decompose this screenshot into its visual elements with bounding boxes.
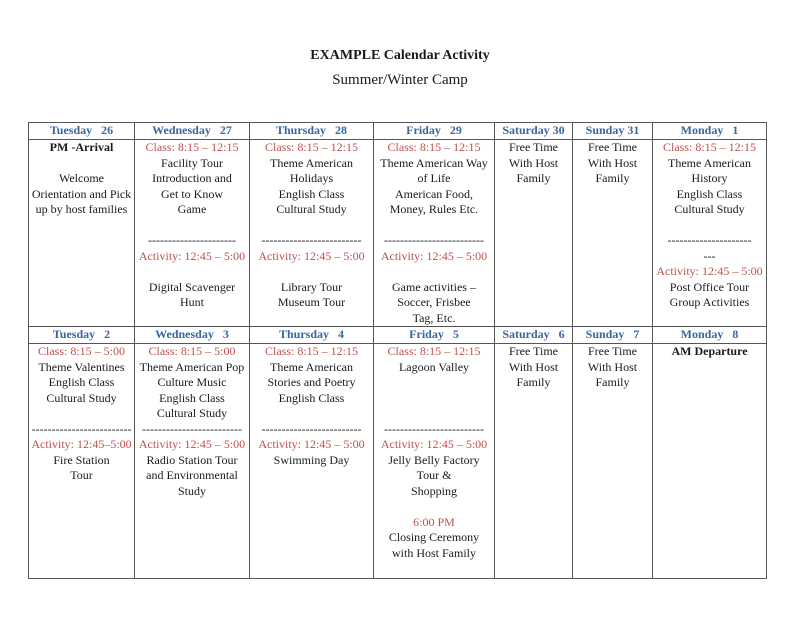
activity-line: Tour bbox=[70, 468, 93, 482]
activity-line: ------------------------- bbox=[261, 421, 362, 436]
activity-line: Theme American bbox=[270, 155, 353, 170]
activity-line: Group Activities bbox=[669, 295, 750, 309]
activity-line: Money, Rules Etc. bbox=[389, 202, 479, 216]
day-cell bbox=[29, 140, 135, 327]
day-cell bbox=[653, 344, 767, 579]
activity-line: Free Time bbox=[508, 344, 558, 358]
activity-line: Theme American bbox=[668, 155, 751, 170]
day-cell bbox=[29, 344, 135, 579]
page-title: EXAMPLE Calendar Activity bbox=[310, 48, 490, 63]
activity-line: With Host bbox=[587, 155, 638, 170]
activity-line bbox=[376, 375, 492, 391]
week-row bbox=[29, 140, 767, 327]
activity-line: Get to Know bbox=[161, 186, 223, 201]
activity-line: Lagoon Valley bbox=[398, 359, 470, 374]
day-header: Wednesday 3 bbox=[135, 327, 250, 344]
schedule-time: Class: 8:15 – 12:15 bbox=[387, 344, 481, 358]
activity-line: Theme American Way bbox=[380, 155, 488, 170]
activity-line: Museum Tour bbox=[277, 295, 346, 309]
activity-line: Hunt bbox=[180, 295, 204, 309]
schedule-time: Class: 8:15 – 5:00 bbox=[37, 344, 125, 358]
activity-line: English Class bbox=[48, 375, 115, 389]
activity-line: Tag, Etc. bbox=[412, 310, 456, 325]
activity-line: With Host bbox=[508, 359, 559, 374]
activity-line bbox=[31, 406, 132, 422]
activity-line: ------------------------- bbox=[31, 421, 132, 436]
activity-line: --------------------- bbox=[667, 233, 752, 247]
day-cell bbox=[250, 140, 374, 327]
activity-line: With Host bbox=[508, 155, 559, 170]
activity-line: Shopping bbox=[410, 483, 457, 498]
activity-line: ------------------------- bbox=[384, 421, 484, 436]
schedule-time: Activity: 12:45 – 5:00 bbox=[380, 248, 488, 263]
activity-line: Soccer, Frisbee bbox=[397, 295, 471, 309]
day-header: Tuesday 26 bbox=[29, 123, 135, 140]
activity-line: Game bbox=[177, 202, 207, 216]
activity-line: English Class bbox=[278, 186, 345, 201]
activity-line: Theme American bbox=[270, 359, 353, 374]
activity-line bbox=[376, 264, 492, 280]
day-header: Saturday 30 bbox=[495, 123, 573, 140]
activity-line: Stories and Poetry bbox=[267, 375, 356, 389]
activity-line: Culture Music bbox=[157, 375, 227, 389]
day-cell bbox=[374, 344, 495, 579]
activity-line: and Environmental bbox=[146, 468, 238, 482]
activity-line: Game activities – bbox=[392, 279, 476, 294]
activity-line: Free Time bbox=[587, 140, 637, 154]
activity-line: Family bbox=[516, 171, 551, 185]
activity-line bbox=[252, 264, 371, 280]
activity-line: English Class bbox=[676, 186, 743, 201]
activity-line bbox=[252, 406, 371, 422]
activity-line: Cultural Study bbox=[46, 390, 117, 405]
day-header: Sunday 7 bbox=[573, 327, 653, 344]
activity-line: Cultural Study bbox=[276, 202, 347, 216]
day-header: Monday 1 bbox=[653, 123, 767, 140]
activity-line: History bbox=[691, 171, 728, 185]
activity-line: Swimming Day bbox=[273, 452, 350, 467]
activity-line: American Food, bbox=[395, 186, 473, 201]
calendar-table bbox=[28, 122, 767, 579]
day-header: Friday 29 bbox=[374, 123, 495, 140]
day-header: Friday 5 bbox=[374, 327, 495, 344]
page-subtitle: Summer/Winter Camp bbox=[332, 72, 468, 88]
day-cell bbox=[573, 344, 653, 579]
activity-line: Cultural Study bbox=[674, 202, 745, 216]
activity-line: Facility Tour bbox=[161, 155, 223, 170]
activity-line: ---------------------- bbox=[148, 233, 236, 247]
day-header: Sunday 31 bbox=[573, 123, 653, 140]
schedule-time: Class: 8:15 – 12:15 bbox=[387, 140, 481, 154]
schedule-time: Class: 8:15 – 12:15 bbox=[662, 140, 756, 154]
activity-line: ------------------------- bbox=[384, 233, 484, 247]
day-cell bbox=[573, 140, 653, 327]
activity-line bbox=[31, 156, 132, 172]
activity-line bbox=[376, 218, 492, 234]
week-header-row bbox=[29, 327, 767, 344]
activity-line: Family bbox=[595, 375, 630, 389]
day-cell bbox=[374, 140, 495, 327]
activity-line: Fire Station bbox=[53, 452, 110, 467]
activity-line bbox=[376, 391, 492, 407]
activity-line: Orientation and Pick bbox=[31, 186, 132, 201]
activity-line: With Host bbox=[587, 359, 638, 374]
activity-line: with Host Family bbox=[391, 545, 476, 560]
schedule-time: Class: 8:15 – 12:15 bbox=[264, 344, 358, 358]
activity-line: PM -Arrival bbox=[49, 140, 114, 154]
day-header: Tuesday 2 bbox=[29, 327, 135, 344]
activity-line: of Life bbox=[417, 171, 451, 185]
schedule-time: Activity: 12:45 – 5:00 bbox=[138, 437, 246, 451]
activity-line: Closing Ceremony bbox=[388, 530, 480, 544]
day-cell bbox=[495, 344, 573, 579]
day-header: Thursday 28 bbox=[250, 123, 374, 140]
schedule-time: Activity: 12:45 – 5:00 bbox=[258, 437, 365, 451]
activity-line: Family bbox=[595, 171, 630, 185]
schedule-time: Activity: 12:45 – 5:00 bbox=[380, 437, 488, 451]
activity-line bbox=[655, 218, 764, 234]
activity-line: English Class bbox=[278, 390, 345, 405]
activity-line bbox=[137, 218, 247, 234]
day-cell bbox=[135, 140, 250, 327]
activity-line: Holidays bbox=[289, 171, 334, 185]
activity-line: ------------------------- bbox=[261, 233, 362, 247]
schedule-time: 6:00 PM bbox=[413, 514, 455, 529]
schedule-time: Activity: 12:45 – 5:00 bbox=[258, 248, 365, 263]
activity-line bbox=[137, 264, 247, 280]
activity-line: up by host families bbox=[35, 202, 128, 216]
schedule-time: Class: 8:15 – 5:00 bbox=[148, 344, 236, 358]
day-cell bbox=[495, 140, 573, 327]
activity-line: Study bbox=[177, 483, 206, 498]
week-header-row bbox=[29, 123, 767, 140]
schedule-time: Class: 8:15 – 12:15 bbox=[145, 140, 239, 154]
day-header: Monday 8 bbox=[653, 327, 767, 344]
activity-line: Welcome bbox=[58, 171, 104, 185]
activity-line: Jelly Belly Factory bbox=[388, 452, 480, 467]
activity-line: --- bbox=[703, 248, 716, 263]
activity-line: Theme Valentines bbox=[38, 359, 125, 374]
activity-line: Post Office Tour bbox=[669, 279, 750, 294]
schedule-time: Activity: 12:45 – 5:00 bbox=[656, 264, 763, 278]
activity-line: Introduction and bbox=[152, 171, 232, 185]
activity-line: English Class bbox=[159, 390, 225, 405]
schedule-time: Class: 8:15 – 12:15 bbox=[264, 140, 358, 154]
day-cell bbox=[135, 344, 250, 579]
activity-line: Library Tour bbox=[280, 279, 343, 294]
activity-line bbox=[376, 499, 492, 515]
activity-line: Digital Scavenger bbox=[148, 279, 236, 294]
day-cell bbox=[250, 344, 374, 579]
activity-line: ------------------------- bbox=[142, 421, 242, 436]
schedule-time: Activity: 12:45–5:00 bbox=[31, 437, 132, 451]
activity-line bbox=[252, 218, 371, 234]
day-header: Wednesday 27 bbox=[135, 123, 250, 140]
activity-line: Cultural Study bbox=[156, 406, 228, 420]
activity-line: Free Time bbox=[587, 344, 637, 358]
week-row bbox=[29, 344, 767, 579]
activity-line: Theme American Pop bbox=[139, 359, 245, 374]
day-header: Thursday 4 bbox=[250, 327, 374, 344]
schedule-time: Activity: 12:45 – 5:00 bbox=[138, 248, 246, 263]
activity-line: Radio Station Tour bbox=[146, 452, 238, 467]
activity-line: Family bbox=[516, 375, 551, 389]
activity-line: Free Time bbox=[508, 140, 558, 154]
activity-line: Tour & bbox=[416, 468, 452, 482]
activity-line bbox=[376, 406, 492, 422]
activity-line: AM Departure bbox=[671, 344, 748, 358]
day-cell bbox=[653, 140, 767, 327]
day-header: Saturday 6 bbox=[495, 327, 573, 344]
